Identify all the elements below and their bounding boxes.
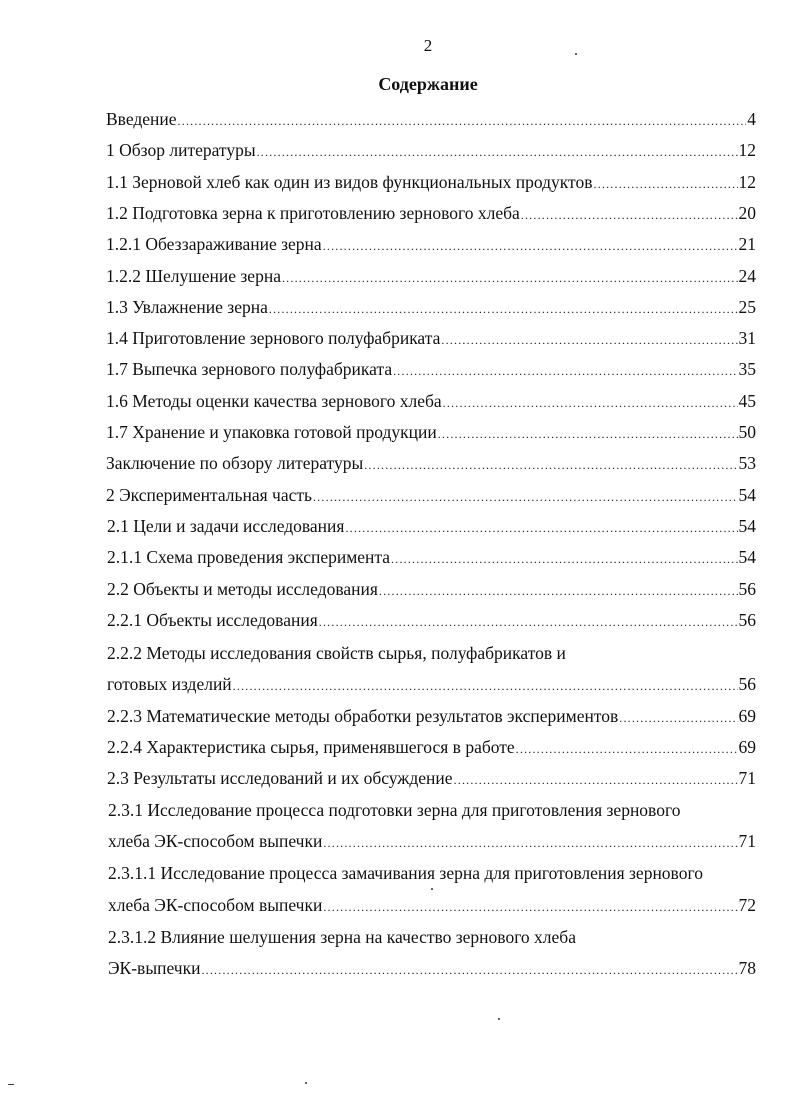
toc-entry-page: 72: [738, 895, 756, 915]
toc-entry-title: 2.1.1 Схема проведения эксперимента: [107, 547, 391, 567]
toc-entry: [106, 108, 756, 130]
toc-entry: [107, 705, 756, 727]
toc-dot-leader: [454, 769, 738, 791]
page-number: 2: [423, 36, 433, 55]
toc-entry-title: Введение: [106, 109, 177, 129]
toc-entry: [106, 139, 756, 161]
toc-dot-leader: [393, 360, 737, 382]
toc-entry-page: 54: [738, 547, 756, 567]
toc-entry: [106, 171, 756, 193]
toc-entry: [107, 515, 756, 537]
toc-entry-title: 2.3.1 Исследование процесса подготовки зерна для приготовления зернового: [108, 800, 681, 820]
toc-entry-title: Заключение по обзору литературы: [106, 453, 364, 473]
toc-entry-page: 69: [738, 737, 756, 757]
toc-entry-title: 1.3 Увлажнение зерна: [106, 297, 268, 317]
scan-speck: [575, 53, 577, 55]
toc-entry-page: 56: [738, 579, 756, 599]
toc-entry-title: 1.6 Методы оценки качества зернового хлеба: [106, 391, 442, 411]
toc-dot-leader: [619, 707, 737, 729]
toc-dot-leader: [201, 959, 737, 981]
toc-entry-title: 2.3.1.2 Влияние шелушения зерна на качество зернового хлеба: [108, 927, 576, 947]
toc-entry-page: 35: [738, 359, 756, 379]
toc-entry-title: 1.1 Зерновой хлеб как один из видов функциональных продуктов: [106, 172, 593, 192]
scan-speck: [431, 888, 433, 890]
toc-entry: [106, 327, 756, 349]
toc-entry-continued: [107, 642, 756, 664]
toc-entry-page: 12: [738, 140, 756, 160]
toc-entry-page: 56: [738, 674, 756, 694]
scan-speck: [8, 1084, 14, 1085]
toc-entry-title: 2.2.2 Методы исследования свойств сырья, полуфабрикатов и: [107, 643, 566, 663]
toc-entry: [107, 578, 756, 600]
toc-dot-leader: [313, 486, 738, 508]
scan-speck: [305, 1082, 307, 1084]
scan-speck: [498, 1018, 500, 1020]
toc-entry-title: 2.2.1 Объекты исследования: [107, 610, 318, 630]
toc-entry: [107, 736, 756, 758]
toc-entry: [107, 609, 756, 631]
toc-dot-leader: [379, 580, 738, 602]
toc-dot-leader: [257, 141, 738, 163]
toc-dot-leader: [443, 392, 738, 414]
toc-dot-leader: [594, 173, 738, 195]
toc-dot-leader: [438, 423, 738, 445]
toc-entry-page: 50: [738, 422, 756, 442]
toc-entry-title: хлеба ЭК-способом выпечки: [108, 831, 323, 851]
toc-dot-leader: [178, 110, 747, 132]
toc-entry-page: 24: [738, 266, 756, 286]
toc-entry-page: 25: [738, 297, 756, 317]
toc-entry: [108, 830, 756, 852]
toc-dot-leader: [364, 454, 737, 476]
toc-dot-leader: [269, 298, 738, 320]
toc-entry-page: 56: [738, 610, 756, 630]
toc-entry-page: 45: [738, 391, 756, 411]
toc-entry: [106, 265, 756, 287]
toc-dot-leader: [323, 896, 737, 918]
toc-entry-title: 1 Обзор литературы: [106, 140, 256, 160]
toc-entry: [106, 452, 756, 474]
toc-entry-title: 1.4 Приготовление зернового полуфабриката: [106, 328, 441, 348]
toc-entry-title: 2.3.1.1 Исследование процесса замачивания зерна для приготовления зернового: [108, 863, 703, 883]
toc-entry-title: 2.2.4 Характеристика сырья, применявшегося в работе: [107, 737, 515, 757]
toc-entry-page: 71: [738, 768, 756, 788]
toc-entry: [108, 894, 756, 916]
toc-entry-page: 54: [738, 485, 756, 505]
toc-entry-title: 2.2 Объекты и методы исследования: [107, 579, 378, 599]
toc-entry-continued: [108, 862, 756, 884]
toc-entry-page: 54: [738, 516, 756, 536]
toc-dot-leader: [516, 738, 738, 760]
toc-entry-title: 2.2.3 Математические методы обработки результатов экспериментов: [107, 706, 619, 726]
toc-dot-leader: [391, 548, 737, 570]
toc-entry-page: 20: [738, 203, 756, 223]
toc-entry-page: 31: [738, 328, 756, 348]
toc-entry-title: 1.2.2 Шелушение зерна: [106, 266, 281, 286]
toc-entry: [106, 296, 756, 318]
toc-entry-page: 69: [738, 706, 756, 726]
toc-entry-continued: [108, 799, 756, 821]
toc-entry-title: 1.7 Хранение и упаковка готовой продукции: [106, 422, 437, 442]
toc-entry-title: 2.1 Цели и задачи исследования: [107, 516, 345, 536]
toc-entry: [106, 421, 756, 443]
toc-entry-title: хлеба ЭК-способом выпечки: [108, 895, 323, 915]
toc-entry-title: 2.3 Результаты исследований и их обсуждение: [107, 768, 453, 788]
toc-entry-page: 21: [738, 234, 756, 254]
toc-entry-title: готовых изделий: [107, 674, 232, 694]
toc-entry: [106, 233, 756, 255]
toc-entry: [106, 484, 756, 506]
toc-dot-leader: [345, 517, 737, 539]
toc-entry-page: 4: [747, 109, 756, 129]
toc-entry: [107, 767, 756, 789]
toc-entry: [106, 358, 756, 380]
toc-entry: [107, 546, 756, 568]
toc-dot-leader: [323, 235, 738, 257]
toc-entry-page: 53: [738, 453, 756, 473]
toc-entry-title: ЭК-выпечки: [108, 958, 201, 978]
toc-dot-leader: [441, 329, 737, 351]
toc-entry-page: 71: [738, 831, 756, 851]
toc-dot-leader: [323, 832, 737, 854]
toc-entry-title: 1.2 Подготовка зерна к приготовлению зернового хлеба: [106, 203, 520, 223]
toc-dot-leader: [521, 204, 738, 226]
toc-dot-leader: [282, 267, 738, 289]
toc-entry-title: 1.7 Выпечка зернового полуфабриката: [106, 359, 393, 379]
toc-entry: [106, 390, 756, 412]
toc-entry: [106, 202, 756, 224]
toc-entry: [108, 957, 756, 979]
toc-entry-continued: [108, 926, 756, 948]
toc-entry-title: 2 Экспериментальная часть: [106, 485, 312, 505]
toc-entry-title: 1.2.1 Обеззараживание зерна: [106, 234, 322, 254]
toc-dot-leader: [233, 675, 738, 697]
toc-entry-page: 12: [738, 172, 756, 192]
toc-entry-page: 78: [738, 958, 756, 978]
toc-dot-leader: [319, 611, 738, 633]
page-title: Содержание: [378, 74, 478, 94]
toc-entry: [107, 673, 756, 695]
